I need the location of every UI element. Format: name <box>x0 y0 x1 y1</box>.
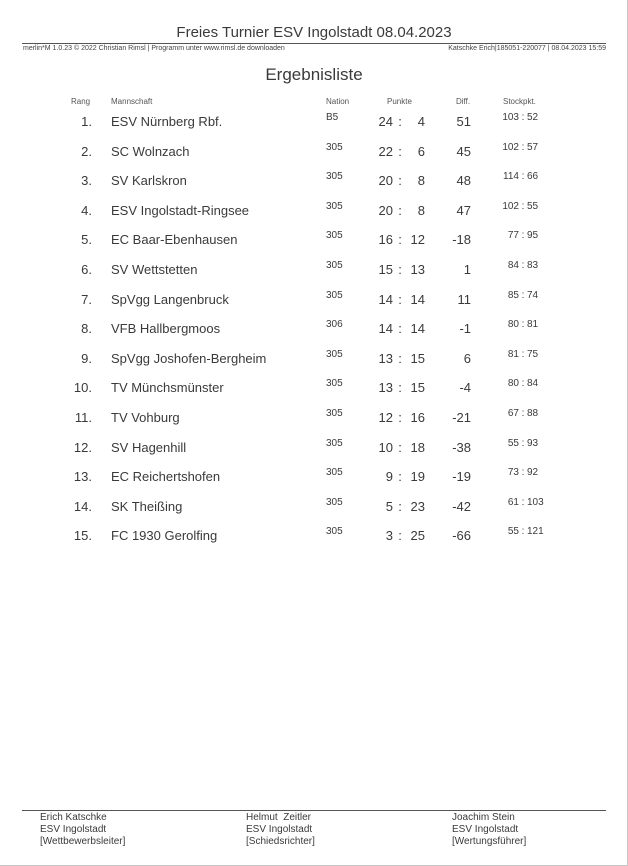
table-row <box>0 203 628 223</box>
rank-cell: 14. <box>73 499 92 514</box>
stock-for-cell: 103 <box>502 112 519 123</box>
points-for-cell: 20 <box>378 203 393 218</box>
nation-cell: 305 <box>326 349 343 360</box>
points-against-cell: 19 <box>410 469 425 484</box>
stock-for-cell: 55 <box>507 526 519 537</box>
stock-separator: : <box>521 230 525 241</box>
points-against-cell: 16 <box>410 410 425 425</box>
rank-cell: 9. <box>81 351 92 366</box>
table-row <box>0 114 628 134</box>
signature-club: ESV Ingolstadt <box>246 824 313 835</box>
points-for-cell: 13 <box>378 351 393 366</box>
table-row <box>0 321 628 341</box>
team-cell: SV Karlskron <box>111 173 187 188</box>
table-row <box>0 232 628 252</box>
difference-cell: 48 <box>456 173 471 188</box>
points-separator: : <box>398 321 402 336</box>
points-separator: : <box>398 203 402 218</box>
team-cell: FC 1930 Gerolfing <box>111 528 218 543</box>
points-against-cell: 8 <box>417 203 425 218</box>
difference-cell: -38 <box>452 440 471 455</box>
points-for-cell: 5 <box>385 499 393 514</box>
points-against-cell: 15 <box>410 380 425 395</box>
points-separator: : <box>398 173 402 188</box>
table-row <box>0 499 628 519</box>
rank-cell: 4. <box>81 203 92 218</box>
stock-for-cell: 61 <box>507 497 519 508</box>
signature-role: [Wettbewerbsleiter] <box>40 836 126 847</box>
difference-cell: -18 <box>452 232 471 247</box>
program-info: merlin*M 1.0.23 © 2022 Christian Rimsl | Programm unter www.rimsl.de downloaden <box>23 45 285 52</box>
stock-for-cell: 81 <box>507 349 519 360</box>
difference-cell: -42 <box>452 499 471 514</box>
stock-against-cell: 83 <box>527 260 539 271</box>
stock-for-cell: 80 <box>507 319 519 330</box>
table-row <box>0 528 628 548</box>
stock-for-cell: 102 <box>502 201 519 212</box>
stock-for-cell: 73 <box>507 467 519 478</box>
stock-separator: : <box>521 201 525 212</box>
stock-separator: : <box>521 438 525 449</box>
points-separator: : <box>398 114 402 129</box>
stock-for-cell: 77 <box>507 230 519 241</box>
rank-cell: 13. <box>73 469 92 484</box>
team-cell: SpVgg Langenbruck <box>111 292 229 307</box>
rank-cell: 8. <box>81 321 92 336</box>
difference-cell: 51 <box>456 114 471 129</box>
stock-separator: : <box>521 408 525 419</box>
nation-cell: 305 <box>326 290 343 301</box>
nation-cell: 305 <box>326 201 343 212</box>
stock-separator: : <box>521 526 525 537</box>
difference-cell: -19 <box>452 469 471 484</box>
signature-role: [Schiedsrichter] <box>246 836 315 847</box>
stock-separator: : <box>521 142 525 153</box>
stock-separator: : <box>521 171 525 182</box>
nation-cell: 305 <box>326 230 343 241</box>
signature-name: Joachim Stein <box>452 812 515 823</box>
nation-cell: 305 <box>326 526 343 537</box>
stock-separator: : <box>521 112 525 123</box>
stock-separator: : <box>521 260 525 271</box>
signature-club: ESV Ingolstadt <box>40 824 107 835</box>
stock-separator: : <box>521 378 525 389</box>
points-separator: : <box>398 528 402 543</box>
team-cell: VFB Hallbergmoos <box>111 321 221 336</box>
stock-for-cell: 114 <box>503 171 519 182</box>
points-separator: : <box>398 292 402 307</box>
points-against-cell: 13 <box>410 262 425 277</box>
table-row <box>0 292 628 312</box>
rank-cell: 1. <box>81 114 92 129</box>
points-separator: : <box>398 232 402 247</box>
difference-cell: -4 <box>459 380 471 395</box>
points-against-cell: 6 <box>417 144 425 159</box>
stock-for-cell: 85 <box>507 290 519 301</box>
points-for-cell: 15 <box>378 262 393 277</box>
stock-against-cell: 75 <box>527 349 539 360</box>
points-against-cell: 23 <box>410 499 425 514</box>
table-row <box>0 144 628 164</box>
points-for-cell: 9 <box>385 469 393 484</box>
difference-cell: 45 <box>456 144 471 159</box>
table-row <box>0 410 628 430</box>
team-cell: SV Wettstetten <box>111 262 198 277</box>
points-separator: : <box>398 144 402 159</box>
points-for-cell: 24 <box>378 114 393 129</box>
points-against-cell: 14 <box>410 321 425 336</box>
nation-cell: 305 <box>326 378 343 389</box>
stock-against-cell: 66 <box>527 171 539 182</box>
stock-against-cell: 57 <box>527 142 539 153</box>
table-row <box>0 351 628 371</box>
col-header-diff: Diff. <box>456 97 471 106</box>
nation-cell: 305 <box>326 497 343 508</box>
signature-role: [Wertungsführer] <box>452 836 527 847</box>
points-separator: : <box>398 351 402 366</box>
tournament-title: Freies Turnier ESV Ingolstadt 08.04.2023 <box>176 24 452 41</box>
points-separator: : <box>398 499 402 514</box>
nation-cell: 305 <box>326 260 343 271</box>
stock-against-cell: 92 <box>527 467 539 478</box>
nation-cell: 305 <box>326 467 343 478</box>
team-cell: EC Baar-Ebenhausen <box>111 232 238 247</box>
rank-cell: 3. <box>81 173 92 188</box>
points-against-cell: 14 <box>410 292 425 307</box>
col-header-stock: Stockpkt. <box>503 97 536 106</box>
points-separator: : <box>398 410 402 425</box>
stock-separator: : <box>521 319 525 330</box>
stock-against-cell: 81 <box>527 319 539 330</box>
team-cell: ESV Ingolstadt-Ringsee <box>111 203 250 218</box>
difference-cell: 11 <box>457 292 471 307</box>
difference-cell: 47 <box>456 203 471 218</box>
team-cell: TV Münchsmünster <box>111 380 224 395</box>
page-title: Ergebnisliste <box>265 65 363 84</box>
points-against-cell: 12 <box>410 232 425 247</box>
table-row <box>0 469 628 489</box>
col-header-rank: Rang <box>71 97 91 106</box>
team-cell: TV Vohburg <box>111 410 180 425</box>
points-for-cell: 14 <box>378 321 393 336</box>
points-separator: : <box>398 380 402 395</box>
nation-cell: 305 <box>326 142 343 153</box>
team-cell: SV Hagenhill <box>111 440 187 455</box>
stock-against-cell: 84 <box>527 378 539 389</box>
signature-block <box>246 812 315 848</box>
difference-cell: -66 <box>452 528 471 543</box>
signature-club: ESV Ingolstadt <box>452 824 519 835</box>
stock-separator: : <box>521 497 525 508</box>
stock-for-cell: 55 <box>507 438 519 449</box>
stock-against-cell: 55 <box>527 201 539 212</box>
rank-cell: 6. <box>81 262 92 277</box>
stock-against-cell: 74 <box>527 290 539 301</box>
nation-cell: 305 <box>326 438 343 449</box>
signature-name: Helmut Zeitler <box>246 812 312 823</box>
rank-cell: 12. <box>73 440 92 455</box>
stock-against-cell: 93 <box>527 438 539 449</box>
table-row <box>0 440 628 460</box>
points-for-cell: 12 <box>378 410 393 425</box>
difference-cell: 1 <box>463 262 471 277</box>
points-against-cell: 18 <box>410 440 425 455</box>
points-separator: : <box>398 440 402 455</box>
table-row <box>0 380 628 400</box>
points-for-cell: 13 <box>378 380 393 395</box>
nation-cell: 306 <box>326 319 343 330</box>
team-cell: ESV Nürnberg Rbf. <box>111 114 223 129</box>
rank-cell: 11. <box>74 410 92 425</box>
col-header-nation: Nation <box>326 97 350 106</box>
rank-cell: 7. <box>81 292 92 307</box>
signature-name: Erich Katschke <box>40 812 107 823</box>
col-header-points: Punkte <box>387 97 412 106</box>
table-row <box>0 262 628 282</box>
footer-divider <box>22 810 606 811</box>
rank-cell: 2. <box>81 144 92 159</box>
stock-against-cell: 95 <box>527 230 539 241</box>
points-separator: : <box>398 469 402 484</box>
table-row <box>0 173 628 193</box>
rank-cell: 10. <box>73 380 92 395</box>
nation-cell: 305 <box>326 408 343 419</box>
points-against-cell: 4 <box>417 114 425 129</box>
team-cell: SC Wolnzach <box>111 144 190 159</box>
team-cell: EC Reichertshofen <box>111 469 221 484</box>
difference-cell: -1 <box>459 321 471 336</box>
stock-against-cell: 121 <box>527 526 544 537</box>
stock-for-cell: 102 <box>502 142 519 153</box>
stock-for-cell: 67 <box>507 408 519 419</box>
difference-cell: -21 <box>452 410 471 425</box>
points-against-cell: 8 <box>417 173 425 188</box>
difference-cell: 6 <box>463 351 471 366</box>
points-for-cell: 22 <box>378 144 393 159</box>
stock-separator: : <box>521 467 525 478</box>
points-separator: : <box>398 262 402 277</box>
team-cell: SK Theißing <box>111 499 183 514</box>
points-for-cell: 20 <box>378 173 393 188</box>
nation-cell: 305 <box>326 171 343 182</box>
points-against-cell: 25 <box>410 528 425 543</box>
points-against-cell: 15 <box>410 351 425 366</box>
header-divider <box>22 43 606 44</box>
stock-against-cell: 52 <box>527 112 539 123</box>
stock-for-cell: 84 <box>507 260 519 271</box>
print-info: Katschke Erich|185051-220077 | 08.04.2023 15:59 <box>448 45 606 52</box>
stock-against-cell: 88 <box>527 408 539 419</box>
team-cell: SpVgg Joshofen-Bergheim <box>111 351 267 366</box>
points-for-cell: 10 <box>378 440 393 455</box>
stock-against-cell: 103 <box>527 497 544 508</box>
col-header-team: Mannschaft <box>111 97 153 106</box>
nation-cell: B5 <box>326 112 339 123</box>
rank-cell: 5. <box>81 232 92 247</box>
stock-for-cell: 80 <box>507 378 519 389</box>
stock-separator: : <box>521 349 525 360</box>
signature-block <box>40 812 125 848</box>
points-for-cell: 3 <box>385 528 393 543</box>
signature-block <box>452 812 526 848</box>
points-for-cell: 14 <box>378 292 393 307</box>
points-for-cell: 16 <box>378 232 393 247</box>
stock-separator: : <box>521 290 525 301</box>
rank-cell: 15. <box>73 528 92 543</box>
